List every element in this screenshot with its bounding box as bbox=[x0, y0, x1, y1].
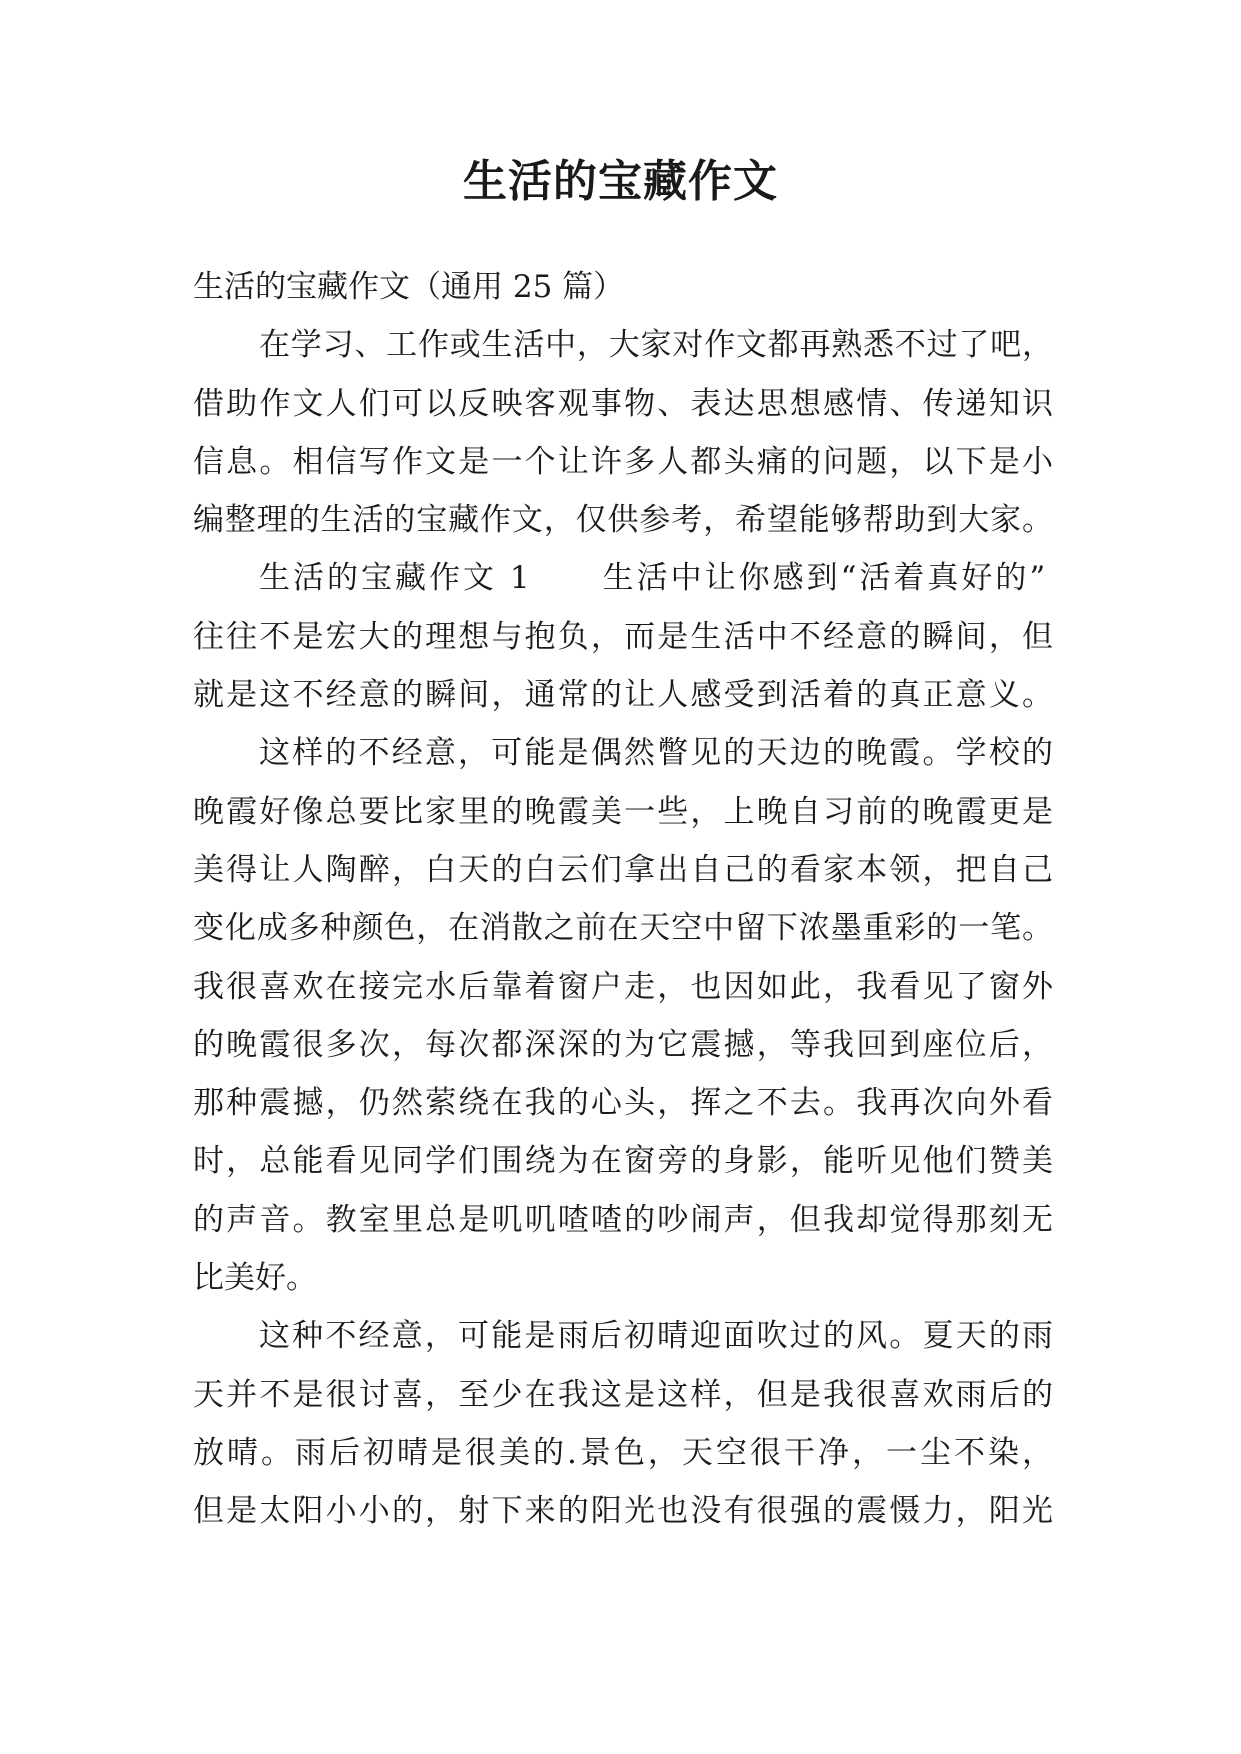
paragraph-2-line: 那种震撼，仍然萦绕在我的心头，挥之不去。我再次向外看 bbox=[193, 1085, 1053, 1122]
paragraph-2-line: 时，总能看见同学们围绕为在窗旁的身影，能听见他们赞美 bbox=[193, 1143, 1053, 1180]
paragraph-2-line: 我很喜欢在接完水后靠着窗户走，也因如此，我看见了窗外 bbox=[193, 968, 1053, 1005]
intro-line: 借助作文人们可以反映客观事物、表达思想感情、传递知识 bbox=[193, 385, 1053, 422]
paragraph-2-line: 美得让人陶醉，白天的白云们拿出自己的看家本领，把自己 bbox=[193, 851, 1053, 888]
intro-line: 信息。相信写作文是一个让许多人都头痛的问题，以下是小 bbox=[193, 443, 1053, 480]
document-body bbox=[193, 258, 1053, 1541]
intro-line: 编整理的生活的宝藏作文，仅供参考，希望能够帮助到大家。 bbox=[193, 502, 1053, 539]
paragraph-2-line: 的声音。教室里总是叽叽喳喳的吵闹声，但我却觉得那刻无 bbox=[193, 1201, 1053, 1238]
paragraph-2-line: 的晚霞很多次，每次都深深的为它震撼，等我回到座位后， bbox=[193, 1026, 1053, 1063]
paragraph-2-line: 比美好。 bbox=[193, 1260, 317, 1297]
paragraph-2-line: 变化成多种颜色，在消散之前在天空中留下浓墨重彩的一笔。 bbox=[193, 910, 1053, 947]
essay-1-line: 就是这不经意的瞬间，通常的让人感受到活着的真正意义。 bbox=[193, 677, 1053, 714]
paragraph-3-line: 放晴。雨后初晴是很美的.景色，天空很干净，一尘不染， bbox=[193, 1434, 1053, 1471]
essay-1-opening: 生活中让你感到“活着真好的” bbox=[602, 560, 1049, 597]
essay-1-line: 往往不是宏大的理想与抱负，而是生活中不经意的瞬间，但 bbox=[193, 618, 1053, 655]
paragraph-3-line: 但是太阳小小的，射下来的阳光也没有很强的震慑力，阳光 bbox=[193, 1493, 1053, 1530]
paragraph-2-line: 这样的不经意，可能是偶然瞥见的天边的晚霞。学校的 bbox=[259, 735, 1053, 772]
essay-1-heading: 生活的宝藏作文 1 bbox=[259, 560, 533, 597]
paragraph-2-line: 晚霞好像总要比家里的晚霞美一些，上晚自习前的晚霞更是 bbox=[193, 793, 1053, 830]
paragraph-3-line: 天并不是很讨喜，至少在我这是这样，但是我很喜欢雨后的 bbox=[193, 1376, 1053, 1413]
document-title: 生活的宝藏作文 bbox=[463, 156, 778, 207]
essay-1-first-line bbox=[193, 549, 1053, 607]
paragraph-3-line: 这种不经意，可能是雨后初晴迎面吹过的风。夏天的雨 bbox=[259, 1318, 1053, 1355]
intro-line: 在学习、工作或生活中，大家对作文都再熟悉不过了吧， bbox=[259, 327, 1053, 364]
document-subtitle: 生活的宝藏作文（通用 25 篇） bbox=[193, 269, 625, 305]
